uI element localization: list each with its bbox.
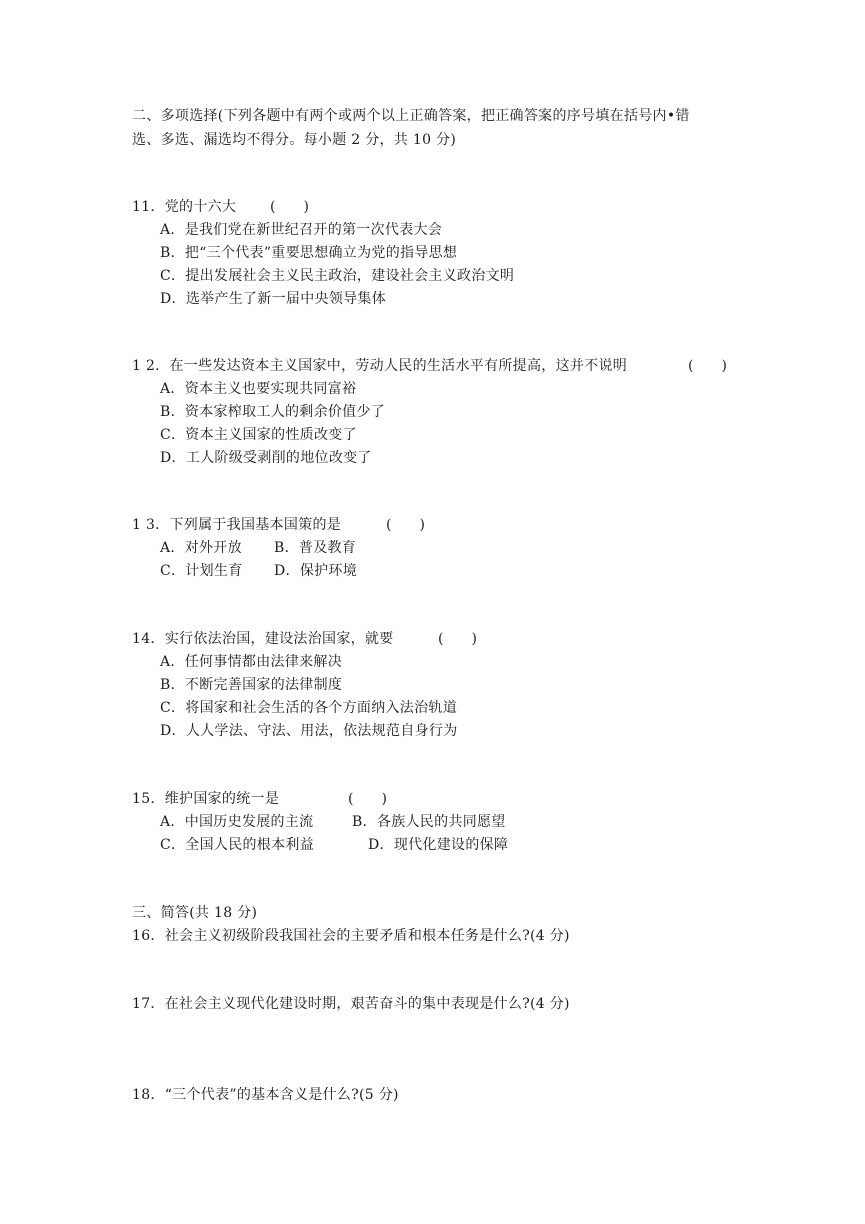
question-13-option-a: A．对外开放 bbox=[160, 540, 242, 556]
question-12-answer-blank: ( ) bbox=[688, 358, 727, 374]
question-14-option-a: A．任何事情都由法律来解决 bbox=[160, 654, 343, 670]
question-13-option-c: C．计划生育 bbox=[160, 563, 243, 579]
question-12-stem: 1 2．在一些发达资本主义国家中，劳动人民的生活水平有所提高，这并不说明 bbox=[132, 358, 628, 374]
question-18: 18．“三个代表”的基本含义是什么?(5 分) bbox=[132, 1087, 399, 1103]
question-13-answer-blank: ( ) bbox=[386, 517, 425, 533]
question-11-option-c: C．提出发展社会主义民主政治，建设社会主义政治文明 bbox=[160, 268, 515, 284]
question-12-option-d: D．工人阶级受剥削的地位改变了 bbox=[160, 450, 372, 466]
question-14-option-d: D．人人学法、守法、用法，依法规范自身行为 bbox=[160, 723, 458, 739]
question-14-option-c: C．将国家和社会生活的各个方面纳入法治轨道 bbox=[160, 700, 458, 716]
question-15-option-d: D．现代化建设的保障 bbox=[368, 837, 509, 853]
question-17: 17．在社会主义现代化建设时期，艰苦奋斗的集中表现是什么?(4 分) bbox=[132, 996, 570, 1012]
question-11-stem: 11．党的十六大 bbox=[132, 199, 237, 215]
question-14-stem: 14．实行依法治国，建设法治国家，就要 bbox=[132, 631, 394, 647]
question-12-option-a: A．资本主义也要实现共同富裕 bbox=[160, 381, 357, 397]
question-15-option-a: A．中国历史发展的主流 bbox=[160, 814, 314, 830]
question-12-option-c: C．资本主义国家的性质改变了 bbox=[160, 427, 357, 443]
question-15-option-b: B．各族人民的共同愿望 bbox=[352, 814, 506, 830]
section-2-title-line-2: 选、多选、漏选均不得分。每小题 2 分，共 10 分) bbox=[132, 132, 457, 148]
question-11-answer-blank: ( ) bbox=[270, 199, 309, 215]
question-13-stem: 1 3．下列属于我国基本国策的是 bbox=[132, 517, 342, 533]
question-15-option-c: C．全国人民的根本利益 bbox=[160, 837, 315, 853]
question-15-stem: 15．维护国家的统一是 bbox=[132, 791, 280, 807]
question-11-option-d: D．选举产生了新一届中央领导集体 bbox=[160, 291, 387, 307]
question-11-option-b: B．把“三个代表”重要思想确立为党的指导思想 bbox=[160, 245, 458, 261]
question-16: 16．社会主义初级阶段我国社会的主要矛盾和根本任务是什么?(4 分) bbox=[132, 928, 570, 944]
question-12-option-b: B．资本家榨取工人的剩余价值少了 bbox=[160, 404, 386, 420]
section-3-title: 三、简答(共 18 分) bbox=[132, 905, 258, 921]
question-13-option-d: D．保护环境 bbox=[274, 563, 358, 579]
question-11-option-a: A．是我们党在新世纪召开的第一次代表大会 bbox=[160, 222, 443, 238]
section-2-title-line-1: 二、多项选择(下列各题中有两个或两个以上正确答案，把正确答案的序号填在括号内•错 bbox=[132, 108, 690, 124]
question-15-answer-blank: ( ) bbox=[348, 791, 387, 807]
question-13-option-b: B．普及教育 bbox=[274, 540, 357, 556]
question-14-option-b: B．不断完善国家的法律制度 bbox=[160, 677, 343, 693]
question-14-answer-blank: ( ) bbox=[438, 631, 477, 647]
